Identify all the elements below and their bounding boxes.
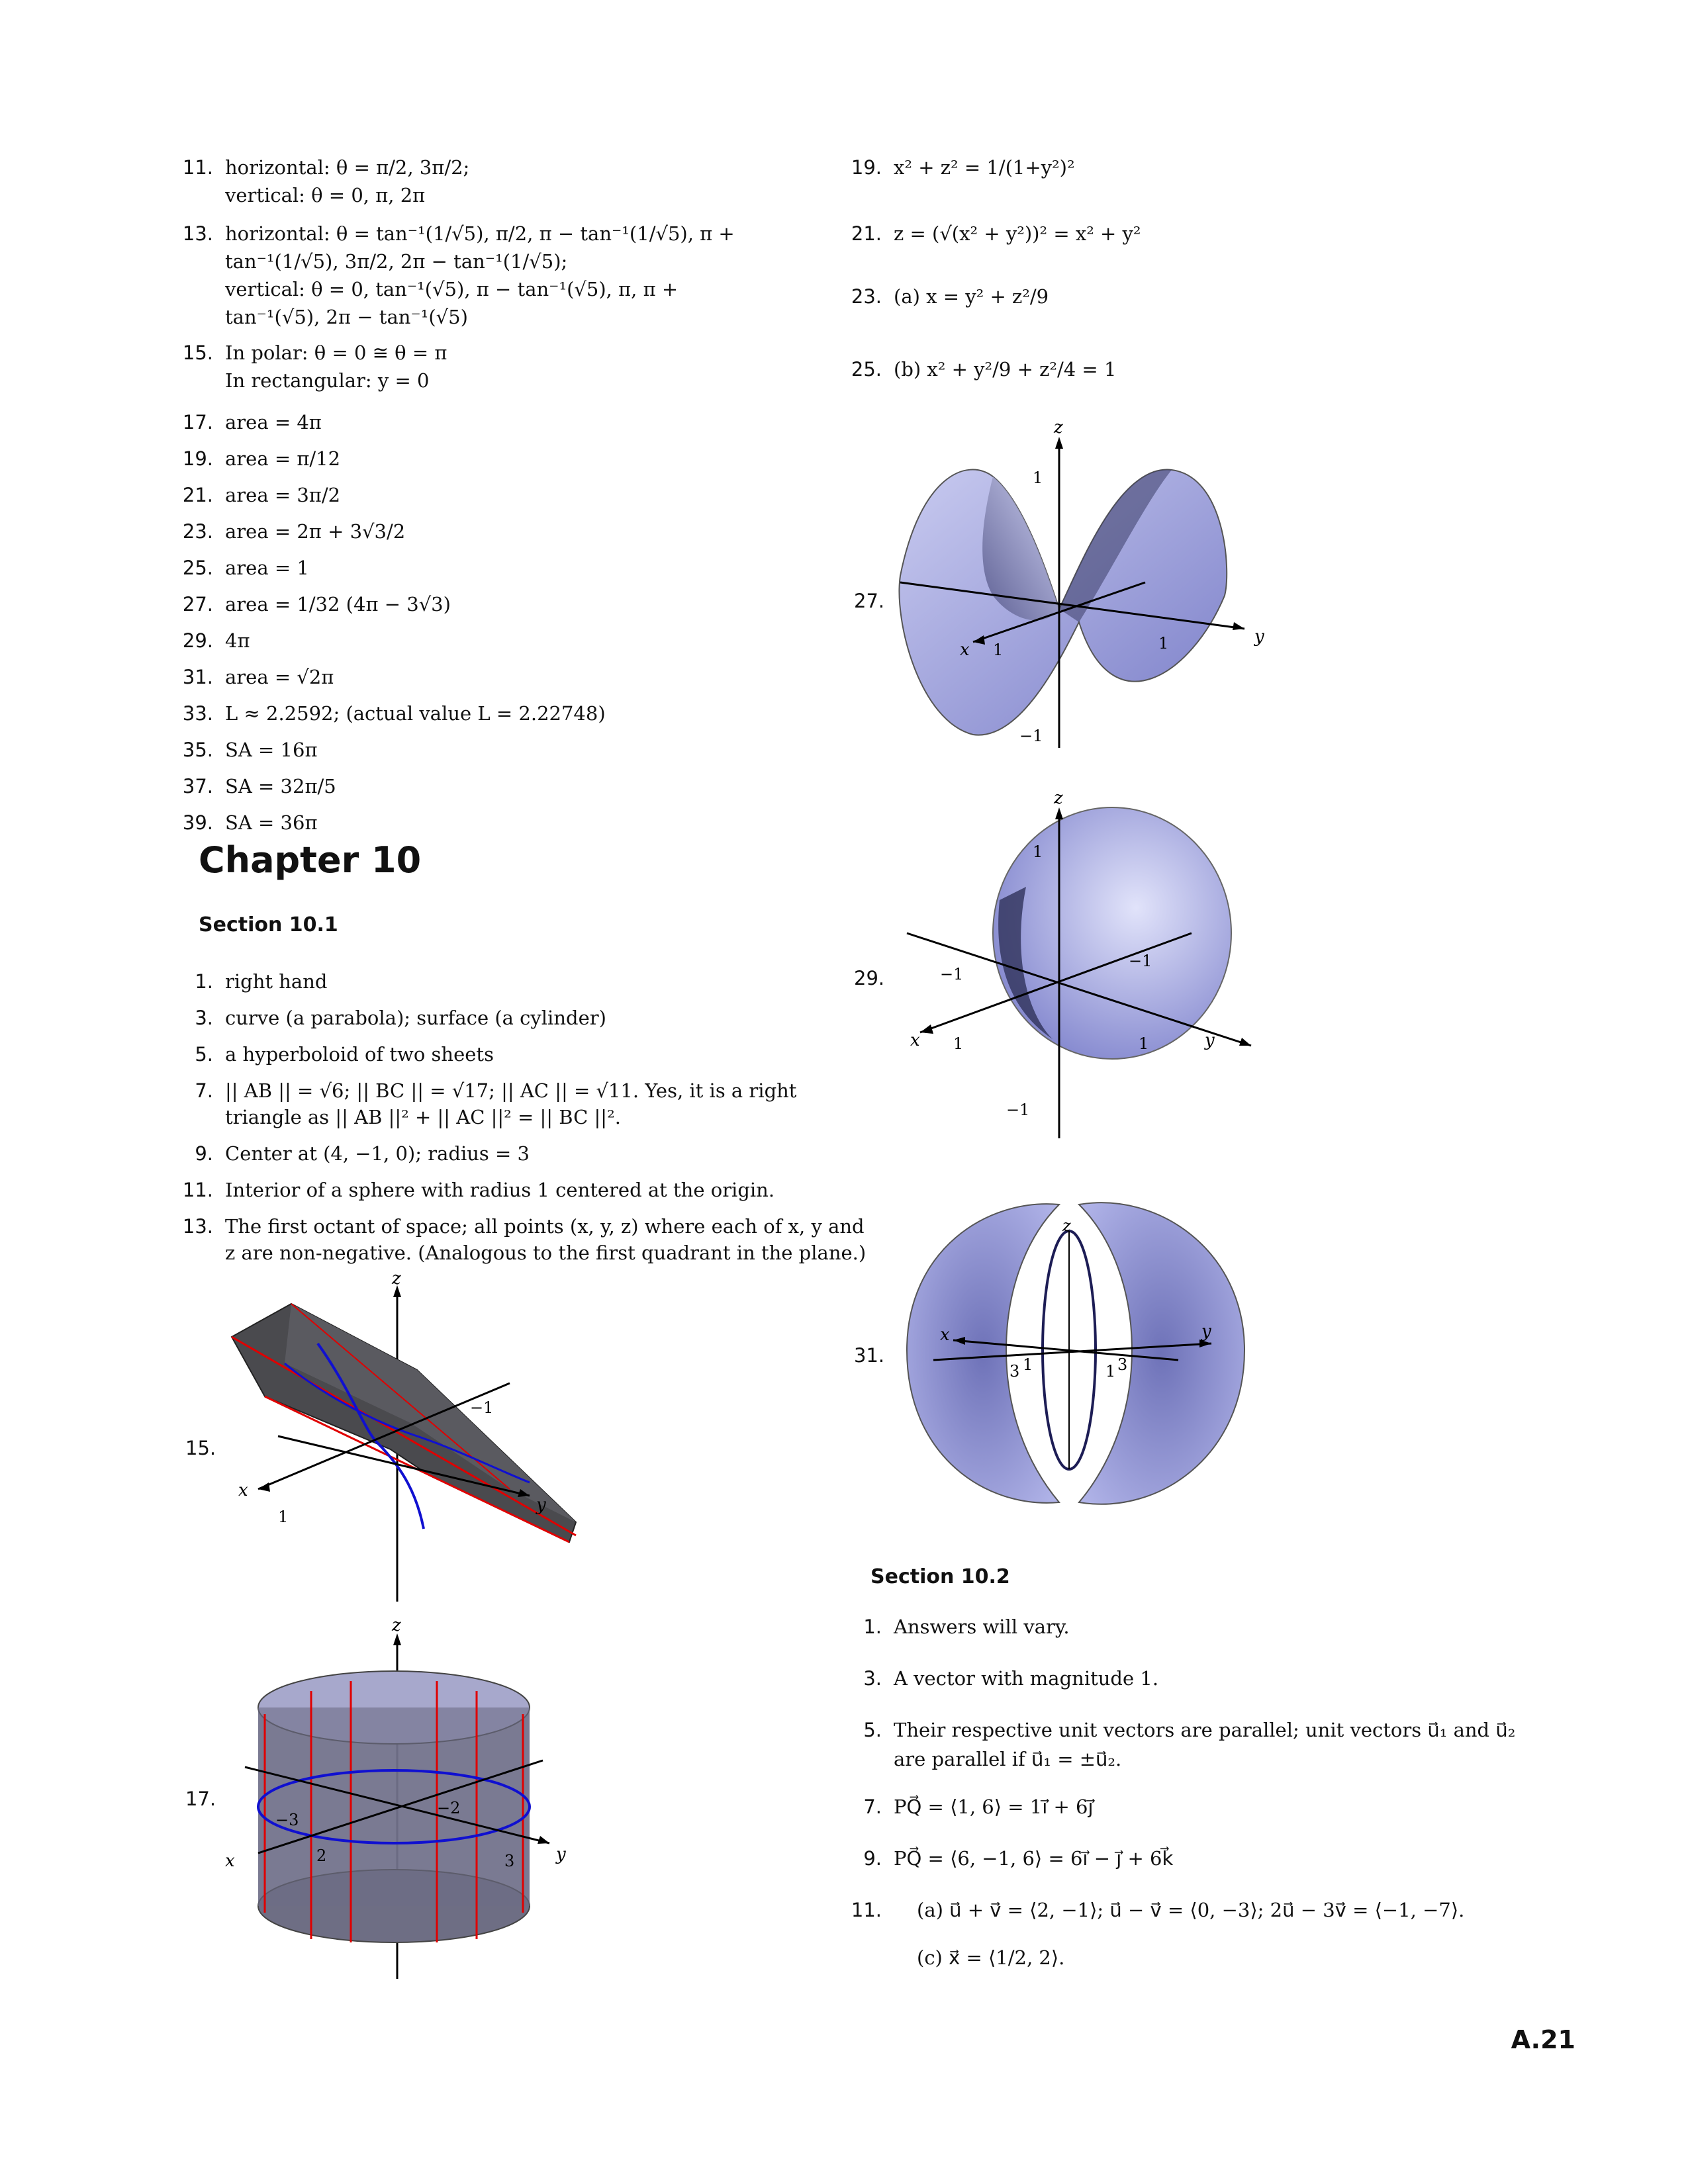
answer-text: SA = 16π	[225, 739, 318, 761]
axis-label-x: x	[910, 1030, 920, 1050]
answer-text: || AB || = √6; || BC || = √17; || AC || = √11. Yes, it is a right	[225, 1079, 797, 1102]
answer-text: A vector with magnitude 1.	[894, 1667, 1159, 1690]
answer-text: are parallel if u⃗₁ = ±u⃗₂.	[894, 1748, 1122, 1770]
answer-text: 4π	[225, 629, 250, 652]
answer-number: 7.	[195, 1079, 213, 1102]
figure-label-27: 27.	[854, 590, 885, 612]
figure-15-plane-surface	[218, 1271, 589, 1615]
answer-text: (c) x⃗ = ⟨1/2, 2⟩.	[917, 1946, 1065, 1969]
answer-text: (a) u⃗ + v⃗ = ⟨2, −1⟩; u⃗ − v⃗ = ⟨0, −3⟩; 2u⃗ − 3v⃗ = ⟨−1, −7⟩.	[917, 1899, 1465, 1921]
answer-text: triangle as || AB ||² + || AC ||² = || BC ||².	[225, 1106, 621, 1128]
tick-label-2: 2	[316, 1846, 327, 1865]
answer-text: area = √2π	[225, 666, 334, 688]
answer-text: vertical: θ = 0, tan⁻¹(√5), π − tan⁻¹(√5), π, π +	[225, 278, 679, 300]
section-heading-10-1: Section 10.1	[199, 913, 338, 936]
answer-text: In rectangular: y = 0	[225, 369, 430, 392]
answer-text: (a) x = y² + z²/9	[894, 285, 1049, 308]
answer-number: 13.	[182, 1215, 213, 1238]
answer-number: 1.	[195, 970, 213, 993]
answer-text: tan⁻¹(1/√5), 3π/2, 2π − tan⁻¹(1/√5);	[225, 250, 568, 273]
answer-text: vertical: θ = 0, π, 2π	[225, 184, 426, 206]
answer-number: 27.	[182, 593, 213, 615]
tick-label-3: 3	[504, 1852, 515, 1870]
tick-label-neg1c: −1	[1129, 952, 1152, 970]
tick-label-neg1: −1	[1006, 1101, 1030, 1119]
answer-number: 33.	[182, 702, 213, 725]
answer-number: 37.	[182, 775, 213, 797]
tick-label-1b: 1	[993, 641, 1004, 659]
answer-text: x² + z² = 1/(1+y²)²	[894, 156, 1075, 179]
answer-text: right hand	[225, 970, 328, 993]
figure-27-hyperbolic-paraboloid	[894, 424, 1264, 768]
answer-text: horizontal: θ = π/2, 3π/2;	[225, 156, 470, 179]
answer-number: 13.	[182, 222, 213, 245]
axis-label-z: z	[392, 1271, 401, 1289]
answer-number: 9.	[195, 1142, 213, 1165]
tick-label-1: 1	[1023, 1355, 1033, 1374]
answer-number: 1.	[863, 1615, 882, 1638]
tick-label-1: 1	[278, 1508, 289, 1526]
answer-number: 21.	[182, 484, 213, 506]
axis-label-z: z	[1062, 1216, 1071, 1235]
answer-number: 7.	[863, 1796, 882, 1818]
tick-label-3: 3	[1009, 1362, 1020, 1381]
axis-label-x: x	[940, 1325, 950, 1345]
axis-label-z: z	[392, 1615, 401, 1635]
figure-17-elliptic-cylinder	[218, 1615, 589, 1985]
answer-text: In polar: θ = 0 ≅ θ = π	[225, 341, 447, 364]
answer-number: 19.	[851, 156, 882, 179]
page-number: A.21	[1511, 2025, 1575, 2054]
answer-number: 5.	[195, 1043, 213, 1066]
answer-number: 17.	[182, 411, 213, 433]
answer-number: 25.	[851, 358, 882, 381]
tick-label-neg1: −1	[470, 1398, 494, 1417]
axis-label-z: z	[1054, 794, 1063, 808]
answer-number: 23.	[851, 285, 882, 308]
tick-label-1: 1	[1033, 842, 1043, 861]
answer-text: area = 1/32 (4π − 3√3)	[225, 593, 451, 615]
answer-text: z = (√(x² + y²))² = x² + y²	[894, 222, 1141, 245]
tick-label-1b: 1	[953, 1034, 964, 1053]
section-heading-10-2: Section 10.2	[870, 1565, 1010, 1588]
answer-text: a hyperboloid of two sheets	[225, 1043, 494, 1066]
tick-label-neg2: −2	[437, 1799, 461, 1817]
answer-text: horizontal: θ = tan⁻¹(1/√5), π/2, π − tan⁻¹(1/√5), π +	[225, 222, 735, 245]
answer-number: 35.	[182, 739, 213, 761]
axis-label-z: z	[1054, 424, 1063, 437]
axis-label-x: x	[238, 1480, 248, 1500]
answer-text: PQ⃗ = ⟨6, −1, 6⟩ = 6i⃗ − j⃗ + 6k⃗	[894, 1847, 1174, 1870]
answer-text: curve (a parabola); surface (a cylinder)	[225, 1007, 606, 1029]
answer-text: L ≈ 2.2592; (actual value L = 2.22748)	[225, 702, 606, 725]
figure-label-17: 17.	[185, 1788, 216, 1810]
answer-number: 3.	[863, 1667, 882, 1690]
answer-text: z are non-negative. (Analogous to the first quadrant in the plane.)	[225, 1242, 867, 1264]
answer-number: 39.	[182, 811, 213, 834]
axis-label-y: y	[1201, 1322, 1211, 1342]
axis-label-x: x	[960, 640, 970, 660]
answer-number: 31.	[182, 666, 213, 688]
answer-text: (b) x² + y²/9 + z²/4 = 1	[894, 358, 1117, 381]
answer-text: Interior of a sphere with radius 1 centered at the origin.	[225, 1179, 775, 1201]
axis-label-x: x	[225, 1851, 235, 1871]
tick-label-3b: 3	[1117, 1355, 1128, 1374]
answer-number: 25.	[182, 557, 213, 579]
figure-31-hyperboloid-one-sheet	[894, 1178, 1264, 1529]
answer-number: 21.	[851, 222, 882, 245]
answer-text: area = 4π	[225, 411, 322, 433]
chapter-title: Chapter 10	[199, 839, 422, 881]
answer-text: Answers will vary.	[894, 1615, 1070, 1638]
tick-label-neg3: −3	[275, 1811, 299, 1829]
answer-number: 15.	[182, 341, 213, 364]
axis-label-y: y	[536, 1495, 546, 1515]
answer-number: 9.	[863, 1847, 882, 1870]
answer-number: 3.	[195, 1007, 213, 1029]
answer-number: 19.	[182, 447, 213, 470]
answer-text: area = 3π/2	[225, 484, 341, 506]
answer-text: area = 1	[225, 557, 309, 579]
answer-number: 11.	[182, 1179, 213, 1201]
answer-text: PQ⃗ = ⟨1, 6⟩ = 1i⃗ + 6j⃗	[894, 1796, 1094, 1818]
answer-text: tan⁻¹(√5), 2π − tan⁻¹(√5)	[225, 306, 468, 328]
tick-label-1c: 1	[1158, 634, 1169, 653]
answer-text: Center at (4, −1, 0); radius = 3	[225, 1142, 530, 1165]
answer-text: SA = 36π	[225, 811, 318, 834]
tick-label-1b: 1	[1105, 1362, 1116, 1381]
answer-text: The first octant of space; all points (x, y, z) where each of x, y and	[225, 1215, 865, 1238]
answer-number: 11.	[182, 156, 213, 179]
axis-label-y: y	[556, 1844, 566, 1864]
answer-text: SA = 32π/5	[225, 775, 336, 797]
tick-label-neg1b: −1	[940, 965, 964, 983]
tick-label-1: 1	[1033, 469, 1043, 487]
answer-text: Their respective unit vectors are parallel; unit vectors u⃗₁ and u⃗₂	[894, 1719, 1516, 1741]
answer-number: 29.	[182, 629, 213, 652]
axis-label-y: y	[1254, 627, 1264, 647]
axis-label-y: y	[1205, 1030, 1215, 1050]
answer-text: area = π/12	[225, 447, 341, 470]
tick-label-1c: 1	[1139, 1034, 1149, 1053]
answer-number: 5.	[863, 1719, 882, 1741]
answer-text: area = 2π + 3√3/2	[225, 520, 406, 543]
figure-label-31: 31.	[854, 1344, 885, 1367]
answer-number: 11.	[851, 1899, 882, 1921]
figure-label-15: 15.	[185, 1437, 216, 1459]
tick-label-neg1: −1	[1019, 727, 1043, 745]
figure-label-29: 29.	[854, 967, 885, 989]
figure-29-paraboloid	[894, 794, 1264, 1152]
answer-number: 23.	[182, 520, 213, 543]
